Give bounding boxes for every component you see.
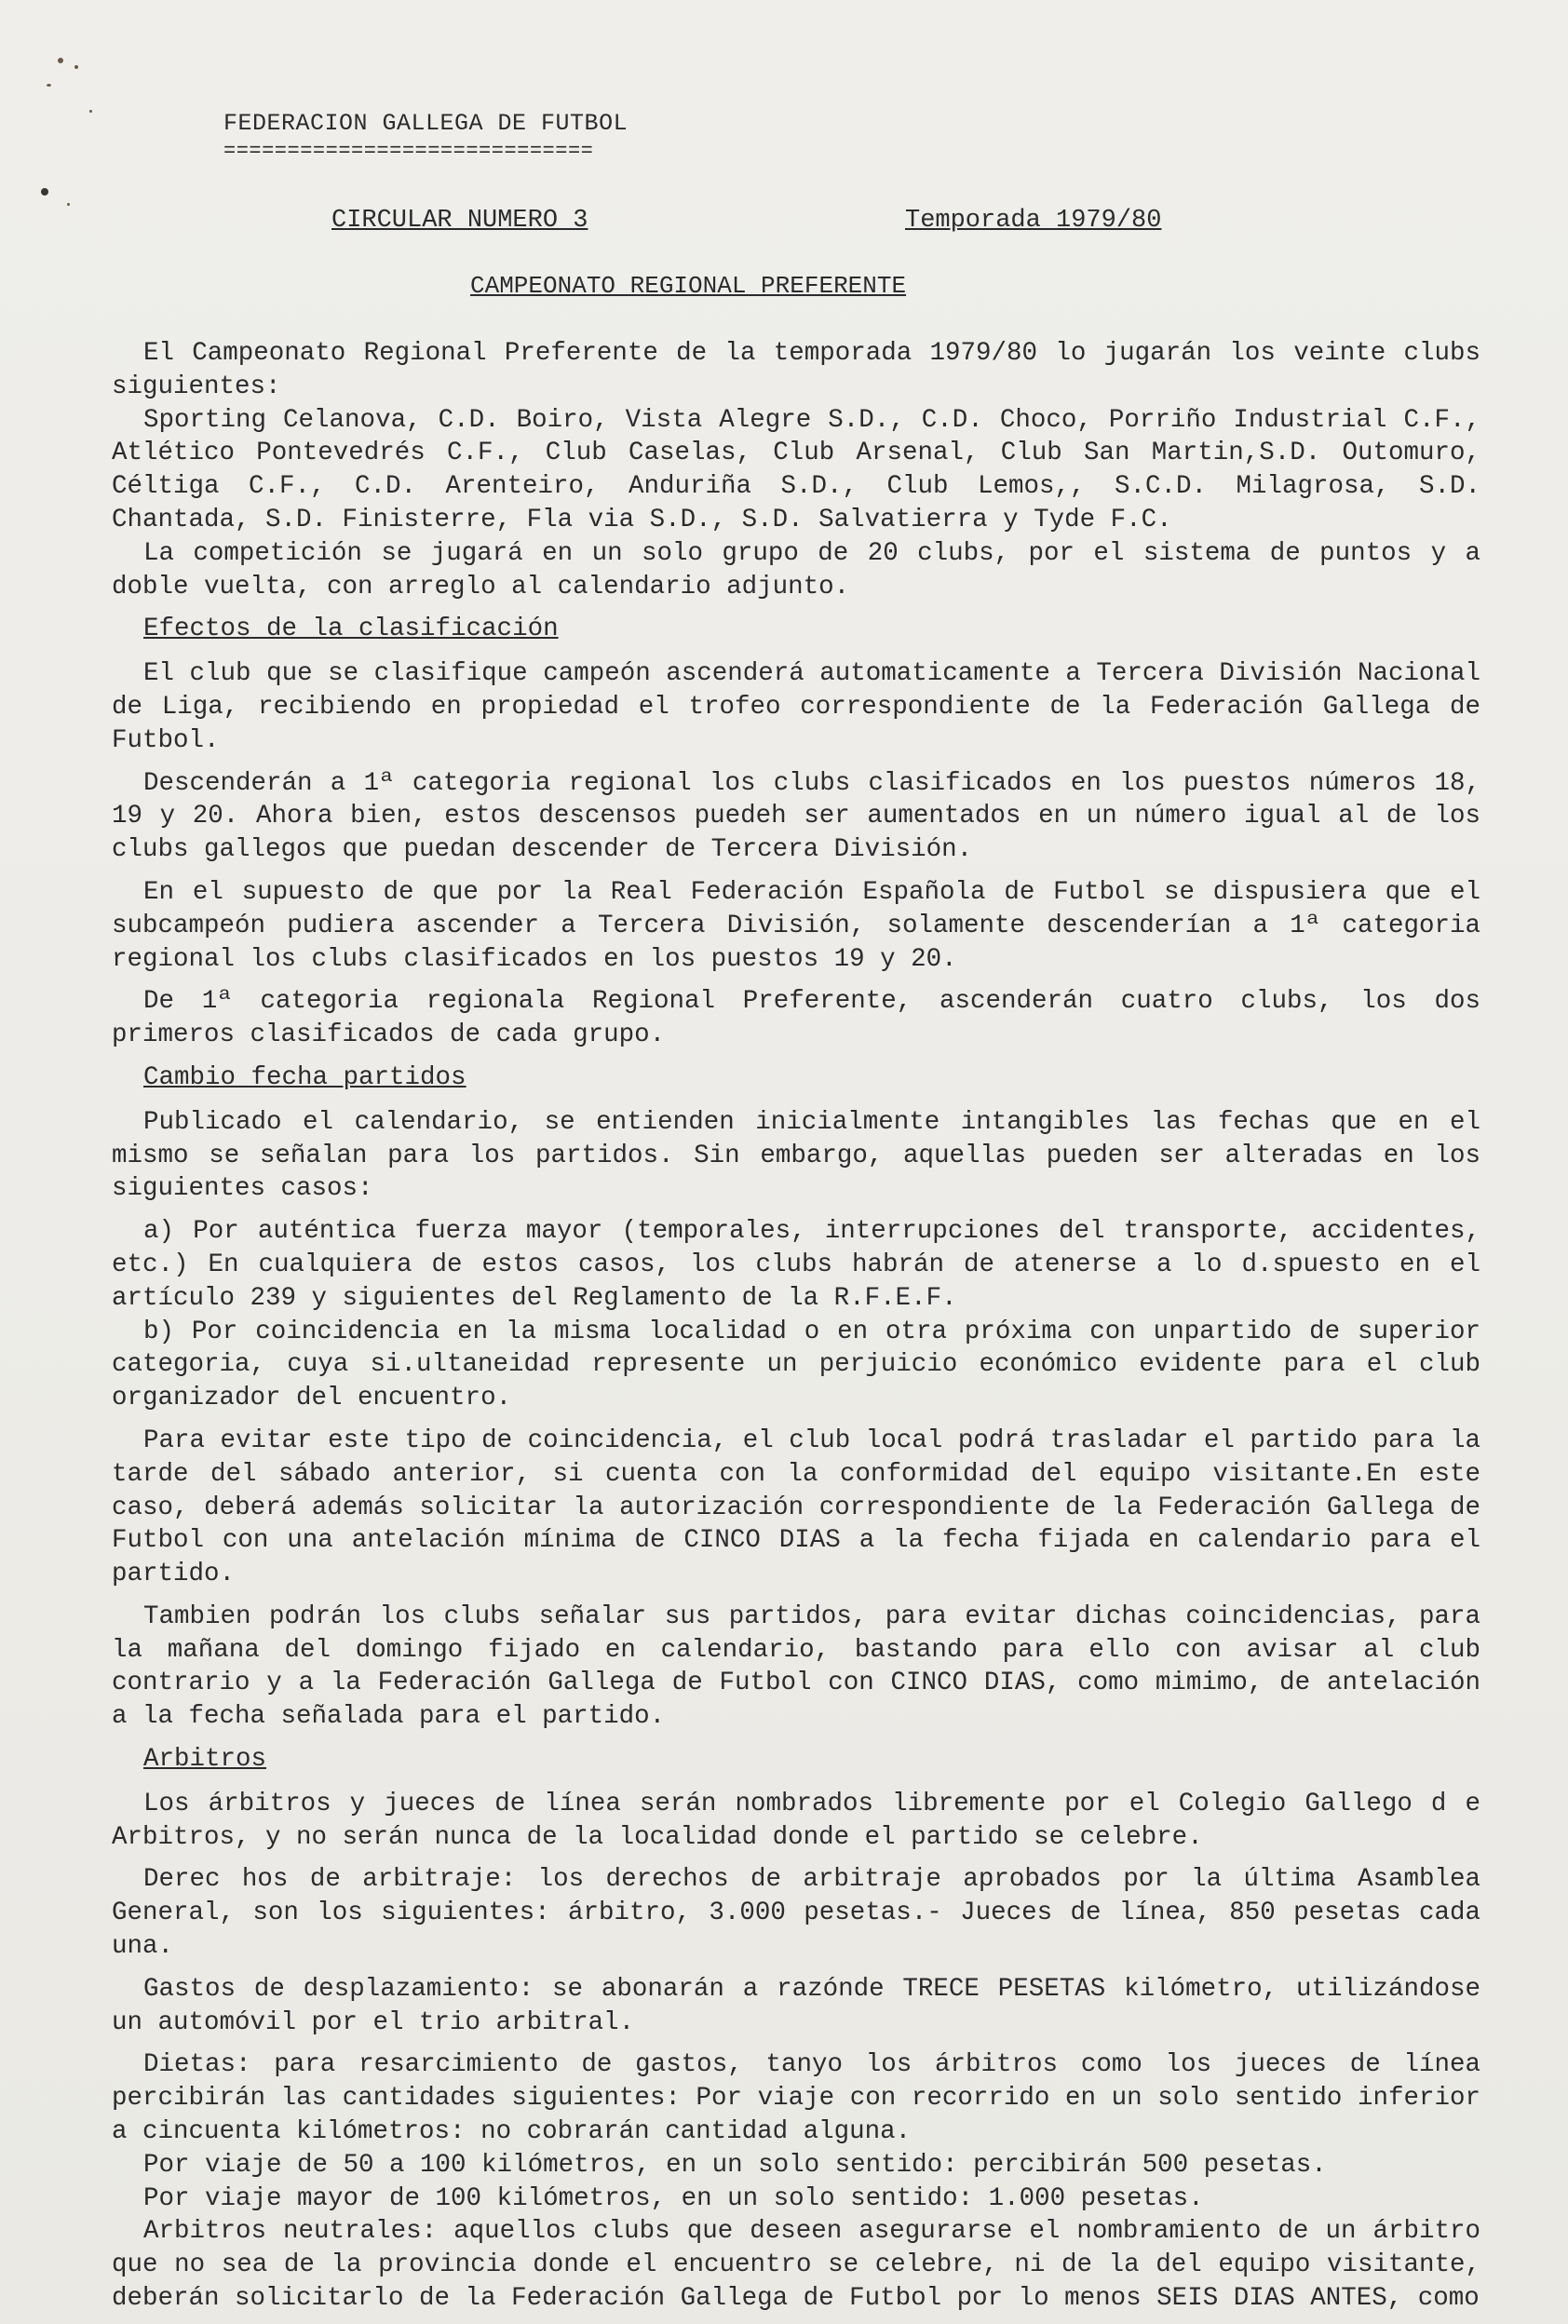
ink-speck: [67, 203, 70, 206]
paragraph: Gastos de desplazamiento: se abonarán a razónde TRECE PESETAS kilómetro, utilizándose un automóvil por el trio arbitral.: [112, 1974, 1480, 2037]
paragraph: Publicado el calendario, se entienden inicialmente intangibles las fechas que en el mismo se señalan para los partidos. Sin embargo, aquellas pueden ser alteradas en los siguientes casos:: [112, 1107, 1480, 1204]
section-heading-clasificacion: Efectos de la clasificación: [143, 615, 559, 644]
section-heading-cambio-fecha: Cambio fecha partidos: [143, 1062, 466, 1092]
intro-paragraph: La competición se jugará en un solo grupo de 20 clubs, por el sistema de puntos y a doble vuelta, con arreglo al calendario adjunto.: [112, 538, 1480, 601]
circular-number: CIRCULAR NUMERO 3: [331, 207, 588, 235]
document-body: [112, 337, 1480, 2316]
paragraph: Arbitros neutrales: aquellos clubs que deseen asegurarse el nombramiento de un árbitro que no sea de la provincia donde el encuentro se celebre, ni de la del equipo visitante, deberán solicitarlo de la Federación Gallega de Futbol por lo menos SEIS DIAS ANTES, como: [112, 2217, 1480, 2314]
ink-speck: [47, 84, 51, 87]
paragraph: Los árbitros y jueces de línea serán nombrados libremente por el Colegio Gallego d e Arbitros, y no serán nunca de la localidad donde el partido se celebre.: [112, 1789, 1480, 1852]
paragraph: Por viaje de 50 a 100 kilómetros, en un solo sentido: percibirán 500 pesetas.: [143, 2150, 1327, 2180]
ink-speck: [41, 188, 48, 196]
clubs-list: Sporting Celanova, C.D. Boiro, Vista Alegre S.D., C.D. Choco, Porriño Industrial C.F., Atlético Pontevedrés C.F., Club Caselas, Club Arsenal, Club San Martin,S.D. Outomuro, Céltiga C.F., C.D. Arenteiro, Anduriña S.D., Club Lemos,, S.C.D. Milagrosa, S.D. Chantada, S.D. Finisterre, Fla via S.D., S.D. Salvatierra y Tyde F.C.: [112, 405, 1480, 534]
season-label: Temporada 1979/80: [905, 207, 1162, 235]
paragraph: Por viaje mayor de 100 kilómetros, en un solo sentido: 1.000 pesetas.: [143, 2183, 1204, 2213]
paragraph: b) Por coincidencia en la misma localidad o en otra próxima con unpartido de superior categoria, cuya si.ultaneidad represente un perjuicio económico evidente para el club organizador del encuentro.: [112, 1317, 1480, 1413]
paragraph: Dietas: para resarcimiento de gastos, tanyo los árbitros como los jueces de línea percibirán las cantidades siguientes: Por viaje con recorrido en un solo sentido inferior a cincuenta kilómetros: no cobrarán cantidad alguna.: [112, 2050, 1480, 2147]
intro-paragraph: El Campeonato Regional Preferente de la temporada 1979/80 lo jugarán los veinte clubs siguientes:: [112, 339, 1480, 401]
paragraph: Para evitar este tipo de coincidencia, el club local podrá trasladar el partido para la tarde del sábado anterior, si cuenta con la conformidad del equipo visitante.En este caso, deberá además solicitar la autorización correspondiente de la Federación Gallega de Futbol con una antelación mínima de CINCO DIAS a la fecha fijada en calendario para el partido.: [112, 1425, 1480, 1589]
header-rule: =============================: [223, 140, 594, 163]
paragraph: a) Por auténtica fuerza mayor (temporales, interrupciones del transporte, accidentes, etc.) En cualquiera de estos casos, los clubs habrán de atenerse a lo d.spuesto en el artículo 239 y siguientes del Reglamento de la R.F.E.F.: [112, 1217, 1480, 1313]
ink-speck: [89, 110, 92, 113]
ink-speck: [74, 65, 78, 69]
paragraph: En el supuesto de que por la Real Federación Española de Futbol se dispusiera que el subcampeón pudiera ascender a Tercera División, solamente descenderían a 1ª categoria regional los clubs clasificados en los puestos 19 y 20.: [112, 877, 1480, 974]
paragraph: De 1ª categoria regionala Regional Preferente, ascenderán cuatro clubs, los dos primeros clasificados de cada grupo.: [112, 987, 1480, 1050]
paragraph: Derec hos de arbitraje: los derechos de arbitraje aprobados por la última Asamblea General, son los siguientes: árbitro, 3.000 pesetas.- Jueces de línea, 850 pesetas cada una.: [112, 1865, 1480, 1962]
federation-header: FEDERACION GALLEGA DE FUTBOL: [223, 110, 629, 137]
paragraph: Descenderán a 1ª categoria regional los clubs clasificados en los puestos números 18, 19 y 20. Ahora bien, estos descensos puedeh ser aumentados en un número igual al de los clubs gallegos que puedan descender de Tercera División.: [112, 768, 1480, 865]
paragraph: Tambien podrán los clubs señalar sus partidos, para evitar dichas coincidencias, para la mañana del domingo fijado en calendario, bastando para ello con avisar al club contrario y a la Federación Gallega de Futbol con CINCO DIAS, como mimimo, de antelación a la fecha señalada para el partido.: [112, 1601, 1480, 1732]
paragraph: El club que se clasifique campeón ascenderá automaticamente a Tercera División Nacional de Liga, recibiendo en propiedad el trofeo correspondiente de la Federación Gallega de Futbol.: [112, 659, 1480, 755]
ink-speck: [58, 58, 63, 63]
section-heading-arbitros: Arbitros: [143, 1745, 267, 1775]
page-title: CAMPEONATO REGIONAL PREFERENTE: [470, 272, 907, 300]
